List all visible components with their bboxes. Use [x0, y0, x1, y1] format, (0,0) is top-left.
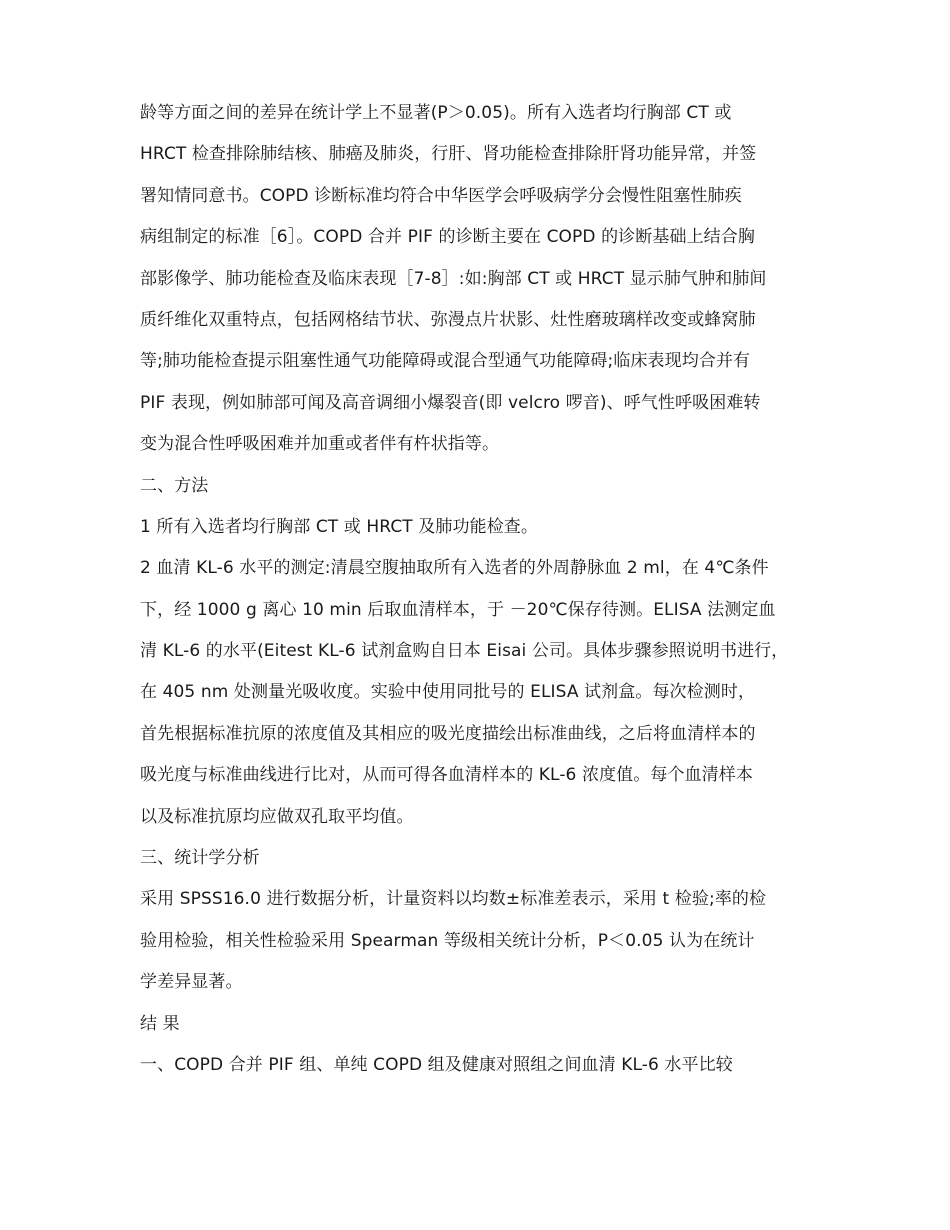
text-line: 2 血清 KL-6 水平的测定:清晨空腹抽取所有入选者的外周静脉血 2 ml，在 4℃条件	[140, 558, 769, 579]
section-heading: 结 果	[140, 1013, 180, 1034]
text-line: 清 KL-6 的水平(Eitest KL-6 试剂盒购自日本 Eisai 公司。具体步骤参照说明书进行，	[140, 641, 789, 662]
text-line: 署知情同意书。COPD 诊断标准均符合中华医学会呼吸病学分会慢性阻塞性肺疾	[140, 185, 742, 206]
text-line: HRCT 检查排除肺结核、肺癌及肺炎，行肝、肾功能检查排除肝肾功能异常，并签	[140, 144, 757, 165]
text-line: 部影像学、肺功能检查及临床表现［7-8］:如:胸部 CT 或 HRCT 显示肺气肿和肺间	[140, 268, 767, 289]
text-line: 在 405 nm 处测量光吸收度。实验中使用同批号的 ELISA 试剂盒。每次检测时，	[140, 682, 756, 703]
text-line: PIF 表现，例如肺部可闻及高音调细小爆裂音(即 velcro 啰音)、呼气性呼吸困难转	[140, 392, 761, 413]
document-page	[140, 93, 840, 1086]
text-line: 验用检验，相关性检验采用 Spearman 等级相关统计分析，P＜0.05 认为在统计	[140, 930, 755, 951]
text-line: 首先根据标准抗原的浓度值及其相应的吸光度描绘出标准曲线，之后将血清样本的	[140, 723, 756, 744]
text-line: 质纤维化双重特点，包括网格结节状、弥漫点片状影、灶性磨玻璃样改变或蜂窝肺	[140, 309, 756, 330]
section-heading: 一、COPD 合并 PIF 组、单纯 COPD 组及健康对照组之间血清 KL-6 水平比较	[140, 1054, 733, 1075]
text-line: 学差异显著。	[140, 972, 243, 993]
text-line: 以及标准抗原均应做双孔取平均值。	[140, 806, 414, 827]
text-line: 龄等方面之间的差异在统计学上不显著(P＞0.05)。所有入选者均行胸部 CT 或	[140, 103, 732, 123]
text-line: 等;肺功能检查提示阻塞性通气功能障碍或混合型通气功能障碍;临床表现均合并有	[140, 351, 751, 372]
text-line: 下，经 1000 g 离心 10 min 后取血清样本，于 －20℃保存待测。ELISA 法测定血	[140, 599, 776, 620]
text-line: 病组制定的标准［6］。COPD 合并 PIF 的诊断主要在 COPD 的诊断基础上结合胸	[140, 227, 755, 248]
text-line: 采用 SPSS16.0 进行数据分析，计量资料以均数±标准差表示，采用 t 检验;率的检	[140, 889, 767, 910]
section-heading: 二、方法	[140, 475, 209, 496]
section-heading: 三、统计学分析	[140, 848, 260, 869]
text-line: 1 所有入选者均行胸部 CT 或 HRCT 及肺功能检查。	[140, 516, 538, 537]
text-line: 吸光度与标准曲线进行比对，从而可得各血清样本的 KL-6 浓度值。每个血清样本	[140, 765, 753, 786]
text-line: 变为混合性呼吸困难并加重或者伴有杵状指等。	[140, 434, 500, 455]
